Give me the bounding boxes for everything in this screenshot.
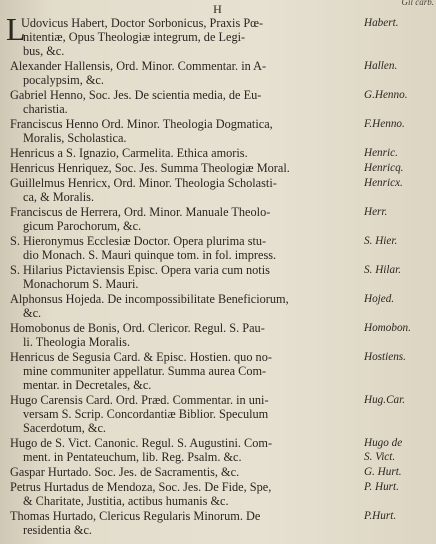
entry-line: Alphonsus Hojeda. De incompossibilitate Beneficiorum, — [10, 292, 289, 306]
entry-line: Franciscus de Herrera, Ord. Minor. Manuale Theolo- — [10, 205, 271, 219]
corner-text: Gil carb. — [401, 0, 434, 7]
entry-abbreviation: Henricx. — [364, 177, 403, 189]
entry — [0, 234, 436, 263]
entry — [0, 292, 436, 321]
entry-abbreviation: Hallen. — [364, 60, 398, 72]
drop-cap: L — [6, 11, 26, 47]
entry — [0, 393, 436, 436]
entry — [0, 176, 436, 205]
entry-line: mentar. in Decretales, &c. — [23, 378, 152, 392]
entry — [0, 509, 436, 538]
entry-abbreviation: S. Hier. — [364, 235, 398, 247]
entry-abbreviation: F.Henno. — [364, 118, 405, 130]
entry-line: Monachorum S. Mauri. — [23, 277, 139, 291]
entry-line: S. Hieronymus Ecclesiæ Doctor. Opera plurima stu- — [10, 234, 267, 248]
entry-line: Franciscus Henno Ord. Minor. Theologia Dogmatica, — [10, 117, 273, 131]
entry-line: Homobonus de Bonis, Ord. Clericor. Regul. S. Pau- — [10, 321, 265, 335]
section-letter: H — [213, 2, 223, 16]
entry-line: Hugo de S. Vict. Canonic. Regul. S. Augustini. Com- — [10, 436, 273, 450]
entry-line: gicum Parochorum, &c. — [23, 219, 142, 233]
entry-line: nitentiæ, Opus Theologiæ integrum, de Legi- — [23, 30, 246, 44]
entry-line: Hugo Carensis Card. Ord. Præd. Commentar. in uni- — [10, 393, 269, 407]
entry-abbreviation: Hojed. — [364, 293, 395, 305]
entry-line: Gaspar Hurtado. Soc. Jes. de Sacramentis, &c. — [10, 465, 240, 479]
entry-line: bus, &c. — [23, 44, 65, 58]
entry-line: Guillelmus Henricx, Ord. Minor. Theologia Scholasti- — [10, 176, 277, 190]
entry-abbreviation: Henricq. — [364, 162, 404, 174]
entry-line: Henricus a S. Ignazio, Carmelita. Ethica amoris. — [10, 146, 248, 160]
entry — [0, 146, 436, 161]
entry-abbreviation: Hugo de — [364, 437, 403, 449]
entry — [0, 321, 436, 350]
entry-abbreviation: Herr. — [364, 206, 388, 218]
entry-line: mine communiter appellatur. Summa aurea Com- — [23, 364, 267, 378]
entry — [0, 205, 436, 234]
entry-line: Thomas Hurtado, Clericus Regularis Minorum. De — [10, 509, 261, 523]
entry-line: Gabriel Henno, Soc. Jes. De scientia media, de Eu- — [10, 88, 262, 102]
entry-line: residentia &c. — [23, 523, 92, 537]
entry — [0, 350, 436, 393]
entry — [0, 465, 436, 480]
entry-line: &c. — [23, 306, 42, 320]
entry-abbreviation: Homobon. — [364, 322, 411, 334]
entry-line: li. Theologia Moralis. — [23, 335, 131, 349]
entry-line: Petrus Hurtadus de Mendoza, Soc. Jes. De Fide, Spe, — [10, 480, 272, 494]
entry-line: Moralis, Scholastica. — [23, 131, 127, 145]
entry-line: charistia. — [23, 102, 68, 116]
entry-list — [0, 11, 436, 538]
entry — [0, 480, 436, 509]
entry — [0, 263, 436, 292]
entry — [0, 161, 436, 176]
entry-line: Sacerdotum, &c. — [23, 421, 106, 435]
entry-line: Alexander Hallensis, Ord. Minor. Commentar. in A- — [10, 59, 267, 73]
entry — [0, 11, 436, 59]
entry-abbreviation: G.Henno. — [364, 89, 408, 101]
entry-abbreviation: Hostiens. — [364, 351, 406, 363]
entry-line: versam S. Scrip. Concordantiæ Biblior. Speculum — [23, 407, 269, 421]
entry-abbreviation: S. Hilar. — [364, 264, 401, 276]
entry-abbreviation: S. Vict. — [364, 451, 396, 463]
entry — [0, 117, 436, 146]
entry-line: & Charitate, Justitia, actibus humanis &c. — [23, 494, 229, 508]
entry — [0, 88, 436, 117]
entry-abbreviation: G. Hurt. — [364, 466, 402, 478]
entry-abbreviation: P. Hurt. — [364, 481, 399, 493]
entry-abbreviation: Habert. — [364, 17, 399, 29]
entry-line: Udovicus Habert, Doctor Sorbonicus, Praxis Pœ- — [21, 16, 264, 30]
entry-line: ment. in Pentateuchum, lib. Reg. Psalm. &c. — [23, 450, 242, 464]
entry-abbreviation: Hug.Car. — [364, 394, 406, 406]
entry — [0, 59, 436, 88]
entry — [0, 436, 436, 465]
entry-line: ca, & Moralis. — [23, 190, 95, 204]
entry-line: pocalypsim, &c. — [23, 73, 104, 87]
entry-line: S. Hilarius Pictaviensis Episc. Opera varia cum notis — [10, 263, 270, 277]
entry-abbreviation: Henric. — [364, 147, 398, 159]
entry-line: Henricus de Segusia Card. & Episc. Hostien. quo no- — [10, 350, 272, 364]
entry-abbreviation: P.Hurt. — [364, 510, 397, 522]
entry-line: dio Monach. S. Mauri quinque tom. in fol. impress. — [23, 248, 277, 262]
entry-line: Henricus Henriquez, Soc. Jes. Summa Theologiæ Moral. — [10, 161, 290, 175]
